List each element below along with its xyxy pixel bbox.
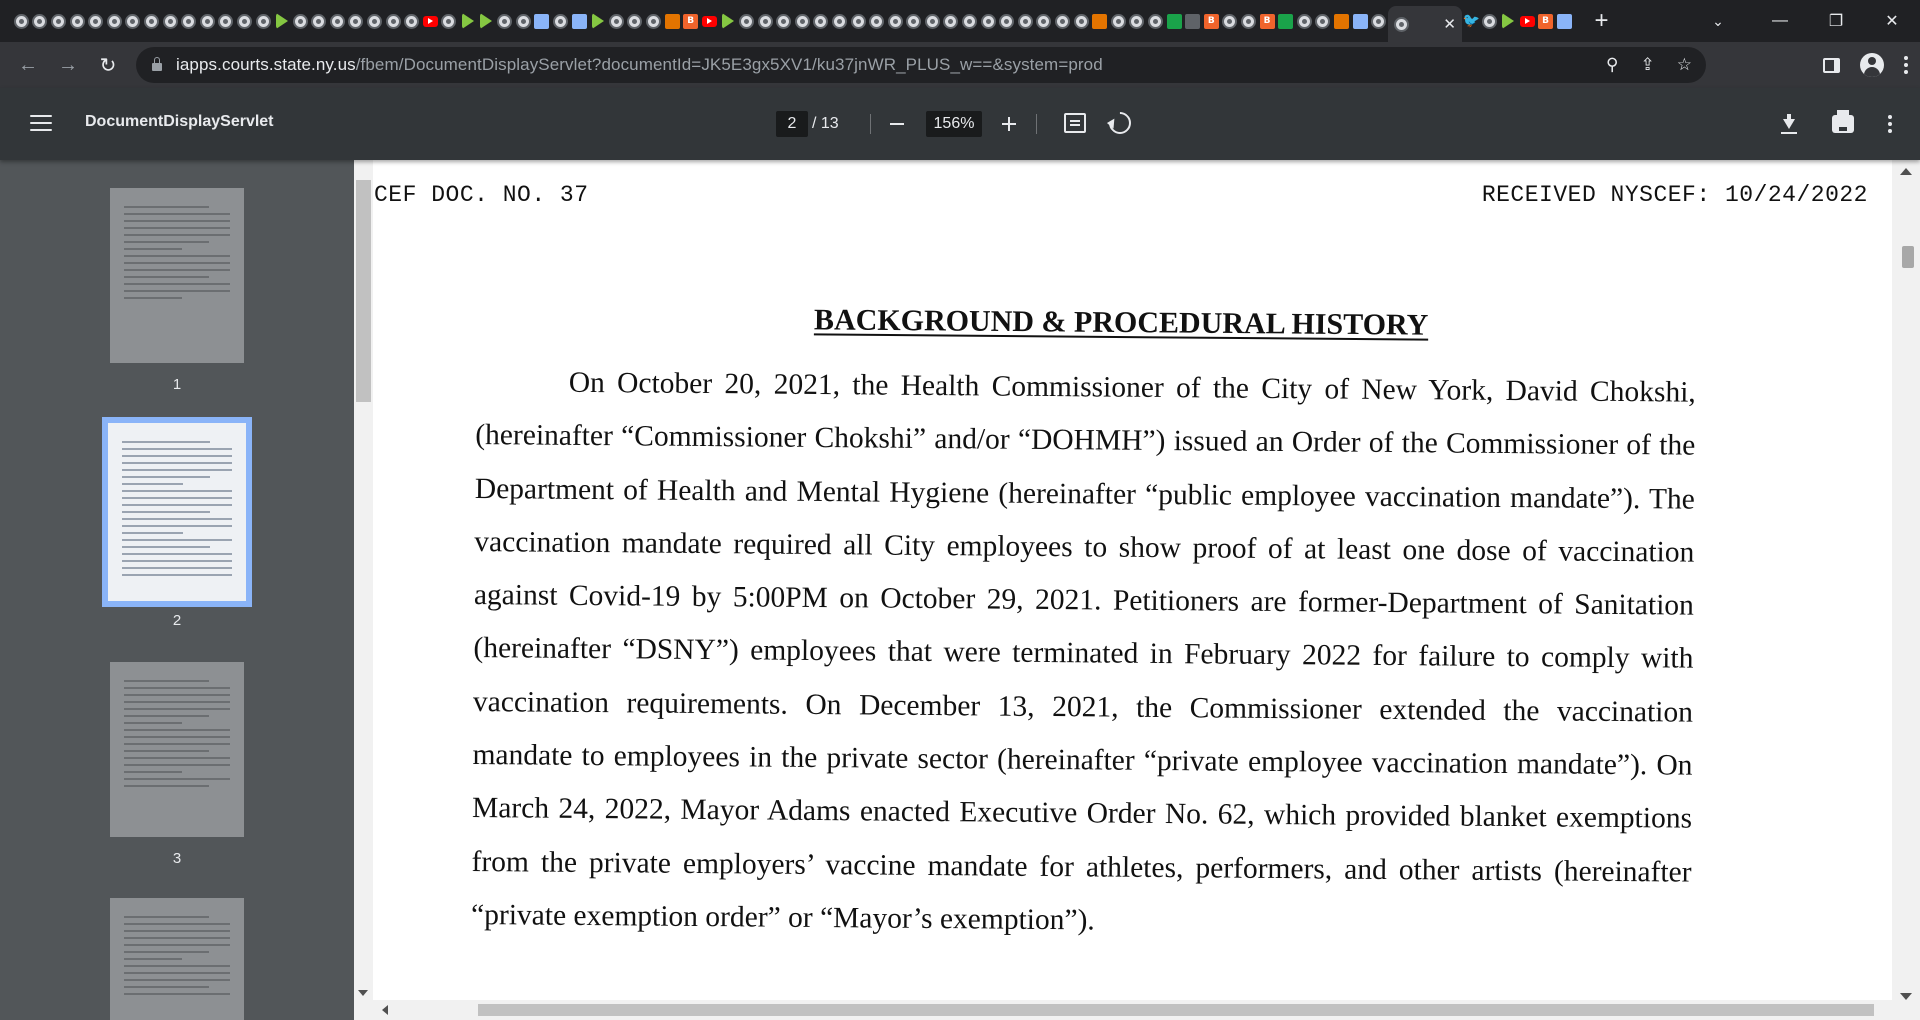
toolbar-divider — [1036, 114, 1037, 134]
green-favicon-icon — [1278, 14, 1293, 29]
court-favicon-icon — [739, 14, 754, 29]
browser-toolbar — [0, 42, 1920, 88]
browser-tab[interactable] — [495, 5, 514, 37]
thumbnail-text-line — [122, 574, 232, 576]
orange-favicon-icon — [665, 14, 680, 29]
url-text[interactable] — [176, 55, 1103, 75]
thumbnail-text-line — [124, 290, 230, 292]
browser-tab[interactable] — [1314, 5, 1333, 37]
thumbnail-text-line — [124, 687, 230, 689]
browser-tab[interactable] — [719, 5, 738, 37]
browser-tab[interactable] — [626, 5, 645, 37]
court-favicon-icon — [795, 14, 810, 29]
browser-tab[interactable] — [402, 5, 421, 37]
rumble-favicon-icon — [276, 13, 288, 29]
scroll-up-arrow-icon[interactable] — [1900, 168, 1912, 175]
browser-tab[interactable] — [1035, 5, 1054, 37]
thumbnail-text-line — [122, 441, 210, 443]
vertical-scroll-thumb[interactable] — [1902, 246, 1914, 268]
browser-tab[interactable] — [663, 5, 682, 37]
back-button[interactable]: ← — [18, 53, 38, 76]
thumbnail-text-line — [124, 923, 230, 925]
browser-tab[interactable] — [12, 5, 31, 37]
court-favicon-icon — [1055, 14, 1070, 29]
court-favicon-icon — [14, 14, 29, 29]
profile-avatar-icon[interactable] — [1860, 53, 1884, 77]
browser-tab[interactable] — [1351, 5, 1370, 37]
court-favicon-icon — [200, 14, 215, 29]
thumbnail-text-line — [124, 958, 182, 960]
browser-tab[interactable] — [1295, 5, 1314, 37]
browser-tab[interactable] — [440, 5, 459, 37]
thumbnail-text-line — [122, 539, 232, 541]
court-favicon-icon — [497, 14, 512, 29]
browser-tab[interactable] — [942, 5, 961, 37]
horizontal-scrollbar[interactable] — [354, 1000, 1892, 1020]
restore-button[interactable]: ❐ — [1828, 13, 1844, 30]
thumbnail-text-line — [124, 269, 230, 271]
thumbnail-text-line — [124, 206, 209, 208]
browser-tab[interactable] — [1369, 5, 1388, 37]
court-favicon-icon — [1111, 14, 1126, 29]
thumbnail-text-line — [124, 965, 230, 967]
thumbnail-text-line — [124, 930, 230, 932]
browser-tab[interactable] — [979, 5, 998, 37]
thumbnail-text-line — [122, 490, 232, 492]
browser-tab[interactable] — [421, 5, 440, 37]
thumbnail-text-line — [124, 276, 209, 278]
thumbnail-text-line — [122, 455, 232, 457]
new-tab-button[interactable]: + — [1594, 7, 1609, 34]
browser-tab[interactable] — [347, 5, 366, 37]
pdf-actions — [1780, 88, 1892, 160]
browser-tab[interactable] — [960, 5, 979, 37]
section-heading: BACKGROUND & PROCEDURAL HISTORY — [813, 303, 1429, 342]
court-favicon-icon — [962, 14, 977, 29]
court-favicon-icon — [1315, 14, 1330, 29]
court-favicon-icon — [832, 14, 847, 29]
b-favicon-icon: B — [1538, 14, 1553, 29]
more-actions-icon[interactable] — [1888, 115, 1892, 133]
thumbnail-page-4[interactable] — [110, 898, 244, 1020]
rumble-favicon-icon — [462, 13, 474, 29]
browser-tab[interactable] — [1555, 5, 1574, 37]
court-favicon-icon — [181, 14, 196, 29]
fit-to-page-icon[interactable] — [1064, 113, 1086, 133]
page-total: / 13 — [812, 115, 839, 132]
browser-tab[interactable] — [1332, 5, 1351, 37]
browser-tab[interactable] — [1518, 5, 1537, 37]
court-favicon-icon — [925, 14, 940, 29]
browser-tab[interactable] — [49, 5, 68, 37]
page-number-input[interactable]: 2 — [776, 111, 808, 137]
court-favicon-icon — [386, 14, 401, 29]
court-favicon-icon — [144, 14, 159, 29]
zoom-out-button[interactable] — [886, 113, 908, 135]
thumbnail-text-line — [122, 518, 232, 520]
thumbnail-text-line — [122, 546, 210, 548]
scroll-left-arrow-icon[interactable] — [382, 1005, 388, 1015]
browser-tab[interactable] — [849, 5, 868, 37]
browser-tab[interactable] — [1239, 5, 1258, 37]
court-favicon-icon — [125, 14, 140, 29]
thumbnail-text-line — [122, 560, 232, 562]
browser-tab[interactable] — [105, 5, 124, 37]
court-favicon-icon — [293, 14, 308, 29]
court-favicon-icon — [851, 14, 866, 29]
browser-tab[interactable] — [1016, 5, 1035, 37]
thumbnail-text-line — [124, 234, 230, 236]
tab-strip — [0, 0, 1920, 42]
browser-tab[interactable] — [86, 5, 105, 37]
thumbnail-text-line — [122, 448, 232, 450]
browser-right-icons — [1823, 42, 1908, 88]
court-favicon-icon — [888, 14, 903, 29]
zoom-icon[interactable]: ⚲ — [1606, 55, 1619, 74]
doc-header-right: RECEIVED NYSCEF: 10/24/2022 — [1481, 182, 1868, 208]
browser-tab[interactable] — [886, 5, 905, 37]
scroll-down-arrow-icon[interactable] — [358, 990, 368, 996]
rumble-favicon-icon — [480, 13, 492, 29]
gen-favicon-icon — [1353, 14, 1368, 29]
court-favicon-icon — [348, 14, 363, 29]
gen-favicon-icon — [1557, 14, 1572, 29]
court-favicon-icon — [1129, 14, 1144, 29]
court-favicon-icon — [404, 14, 419, 29]
url-path: /fbem/DocumentDisplayServlet?documentId=JK5E3gx5XV1/ku37jnWR_PLUS_w==&system=prod — [355, 55, 1103, 74]
document-viewer[interactable] — [354, 160, 1920, 1020]
thumbnail-page-2[interactable] — [102, 417, 252, 607]
thumbnail-text-line — [124, 708, 230, 710]
browser-tab[interactable] — [774, 5, 793, 37]
browser-tab[interactable] — [1146, 5, 1165, 37]
thumbnail-label: 3 — [172, 850, 182, 867]
court-favicon-icon — [943, 14, 958, 29]
court-favicon-icon — [1148, 14, 1163, 29]
browser-tab[interactable] — [1090, 5, 1109, 37]
browser-tab[interactable] — [384, 5, 403, 37]
browser-tab[interactable] — [1499, 5, 1518, 37]
court-favicon-icon — [51, 14, 66, 29]
thumbnail-label: 1 — [172, 376, 182, 393]
side-panel-icon[interactable] — [1823, 58, 1840, 73]
browser-tab[interactable] — [291, 5, 310, 37]
court-favicon-icon — [1018, 14, 1033, 29]
browser-tab[interactable] — [607, 5, 626, 37]
court-favicon-icon — [237, 14, 252, 29]
browser-tab[interactable] — [1462, 5, 1481, 37]
thumbnail-page-1[interactable] — [110, 188, 244, 363]
browser-tab[interactable] — [588, 5, 607, 37]
pdf-toolbar — [0, 88, 1920, 160]
close-tab-icon[interactable]: ✕ — [1443, 16, 1456, 33]
thumbnail-text-line — [124, 213, 230, 215]
browser-tab[interactable] — [533, 5, 552, 37]
browser-tab[interactable] — [1128, 5, 1147, 37]
court-favicon-icon — [1222, 14, 1237, 29]
close-window-button[interactable]: ✕ — [1885, 13, 1899, 30]
document-title: DocumentDisplayServlet — [85, 113, 274, 130]
court-favicon-icon — [1241, 14, 1256, 29]
thumbnail-text-line — [124, 764, 230, 766]
window-controls — [1752, 0, 1920, 42]
thumbnail-text-line — [124, 220, 230, 222]
orange-favicon-icon — [1334, 14, 1349, 29]
thumbnail-text-line — [122, 469, 232, 471]
thumbnail-text-line — [124, 297, 182, 299]
gen-favicon-icon — [572, 14, 587, 29]
browser-tab[interactable] — [272, 5, 291, 37]
bookmark-star-icon[interactable]: ☆ — [1676, 55, 1692, 74]
rumble-favicon-icon — [1502, 13, 1514, 29]
active-browser-tab[interactable] — [1388, 6, 1462, 42]
browser-tab[interactable] — [458, 5, 477, 37]
court-favicon-icon — [256, 14, 271, 29]
court-favicon-icon — [999, 14, 1014, 29]
browser-tab[interactable] — [1536, 5, 1555, 37]
share-icon[interactable]: ⇪ — [1640, 55, 1655, 74]
horizontal-scroll-thumb[interactable] — [478, 1004, 1874, 1016]
court-favicon-icon — [813, 14, 828, 29]
browser-tab[interactable] — [235, 5, 254, 37]
menu-icon[interactable] — [30, 115, 52, 131]
zoom-in-button[interactable] — [998, 113, 1020, 135]
scroll-down-arrow-icon[interactable] — [1900, 993, 1912, 1000]
forward-button[interactable]: → — [58, 53, 78, 76]
b-favicon-icon: B — [683, 14, 698, 29]
court-favicon-icon — [1482, 14, 1497, 29]
thumbnail-text-line — [122, 462, 232, 464]
browser-tab[interactable] — [1165, 5, 1184, 37]
thumbnail-text-line — [124, 972, 230, 974]
browser-tab[interactable] — [756, 5, 775, 37]
orange-favicon-icon — [1092, 14, 1107, 29]
browser-tab[interactable] — [328, 5, 347, 37]
pdf-page — [354, 160, 1892, 1000]
thumbnail-text-line — [124, 979, 230, 981]
thumbnail-text-line — [124, 778, 230, 780]
browser-tab[interactable] — [161, 5, 180, 37]
thumbnail-page-3[interactable] — [110, 662, 244, 837]
thumbnail-text-line — [124, 701, 230, 703]
browser-tab[interactable] — [198, 5, 217, 37]
court-favicon-icon — [646, 14, 661, 29]
thumbnail-text-line — [122, 497, 232, 499]
court-favicon-icon — [776, 14, 791, 29]
thumbnail-text-line — [124, 993, 230, 995]
browser-tab[interactable] — [737, 5, 756, 37]
thumbnail-text-line — [122, 532, 183, 534]
browser-tab[interactable] — [793, 5, 812, 37]
court-favicon-icon — [1371, 14, 1386, 29]
thumbnail-text-line — [124, 227, 230, 229]
browser-tab[interactable] — [1109, 5, 1128, 37]
rumble-favicon-icon — [592, 13, 604, 29]
thumbnail-text-line — [122, 504, 232, 506]
reload-button[interactable]: ↻ — [99, 54, 117, 77]
rumble-favicon-icon — [722, 13, 734, 29]
thumbnail-text-line — [124, 785, 209, 787]
thumbnail-text-line — [124, 771, 182, 773]
thumbnail-text-line — [124, 736, 230, 738]
browser-tab[interactable] — [867, 5, 886, 37]
browser-tab[interactable] — [310, 5, 329, 37]
court-favicon-icon — [553, 14, 568, 29]
browser-tab[interactable] — [644, 5, 663, 37]
toolbar-divider — [870, 114, 871, 134]
thumbnail-text-line — [124, 283, 230, 285]
browser-tab[interactable] — [514, 5, 533, 37]
court-favicon-icon — [609, 14, 624, 29]
court-favicon-icon — [869, 14, 884, 29]
thumbnail-text-line — [122, 483, 183, 485]
browser-tab[interactable] — [570, 5, 589, 37]
thumbnail-sidebar — [0, 160, 354, 1020]
browser-tab[interactable] — [830, 5, 849, 37]
yt-favicon-icon — [702, 16, 717, 27]
thumbnail-text-line — [124, 937, 230, 939]
address-bar[interactable] — [136, 47, 1706, 83]
tab-list — [0, 0, 1616, 42]
browser-tab[interactable] — [1202, 5, 1221, 37]
doc-header-left: CEF DOC. NO. 37 — [374, 182, 589, 208]
vertical-scrollbar[interactable] — [1892, 160, 1920, 1020]
court-favicon-icon — [906, 14, 921, 29]
green-favicon-icon — [1167, 14, 1182, 29]
court-favicon-icon — [627, 14, 642, 29]
thumbnail-text-line — [124, 241, 209, 243]
zoom-level-input[interactable]: 156% — [926, 111, 982, 137]
body-paragraph: On October 20, 2021, the Health Commissioner of the City of New York, David Chokshi, (hereinafter “Commissioner Chokshi” and/or “DOHMH”) issued an Order of the Commissioner of the Department of Health and Mental Hygiene (hereinafter “public employee vaccination mandate”). The vaccination mandate required all City employees to show proof of at least one dose of vaccination against Covid-19 by 5:00PM on October 29, 2021. Petitioners are former-Department of Sanitation (hereinafter “DSNY”) employees that were terminated in February 2022 for failure to comply with vaccination requirements. On December 13, 2021, the Commissioner extended the vaccination mandate to employees in the private sector (hereinafter “private employee vaccination mandate”). On March 24, 2022, Mayor Adams enacted Executive Order No. 62, which provided blanket exemptions from the private employers’ vaccine mandate for athletes, performers, and other artists (hereinafter “private exemption order” or “Mayor’s exemption”). — [470, 366, 1696, 937]
court-favicon-icon — [32, 14, 47, 29]
thumbnail-text-line — [122, 511, 210, 513]
browser-tab[interactable] — [551, 5, 570, 37]
gen-favicon-icon — [534, 14, 549, 29]
browser-tab[interactable] — [142, 5, 161, 37]
thumbnail-text-line — [124, 986, 209, 988]
court-favicon-icon — [330, 14, 345, 29]
browser-tab[interactable] — [31, 5, 50, 37]
thumbnail-text-line — [124, 944, 230, 946]
court-favicon-icon — [163, 14, 178, 29]
thumbnail-text-line — [124, 255, 230, 257]
court-favicon-icon — [981, 14, 996, 29]
tab-search-icon[interactable]: ⌄ — [1712, 12, 1724, 29]
download-icon[interactable] — [1780, 114, 1798, 134]
browser-tab[interactable] — [923, 5, 942, 37]
browser-menu-icon[interactable] — [1904, 56, 1908, 74]
thumbnail-label: 2 — [172, 612, 182, 629]
page-left-scrollbar[interactable] — [354, 160, 373, 1000]
court-favicon-icon — [218, 14, 233, 29]
thumbnail-text-line — [124, 757, 230, 759]
browser-tab[interactable] — [179, 5, 198, 37]
court-favicon-icon — [88, 14, 103, 29]
browser-tab[interactable] — [477, 5, 496, 37]
url-host: iapps.courts.state.ny.us — [176, 55, 356, 74]
thumbnail-text-line — [122, 567, 232, 569]
thumbnail-text-line — [122, 525, 232, 527]
browser-tab[interactable] — [1258, 5, 1277, 37]
thumbnail-text-line — [124, 750, 209, 752]
thumbnail-text-line — [124, 722, 182, 724]
omnibox-actions — [1606, 47, 1692, 83]
court-favicon-icon — [441, 14, 456, 29]
page-left-scroll-thumb[interactable] — [356, 180, 371, 402]
browser-tab[interactable] — [905, 5, 924, 37]
court-favicon-icon — [107, 14, 122, 29]
court-favicon-icon — [758, 14, 773, 29]
thumbnail-text-line — [124, 729, 230, 731]
court-favicon-icon — [516, 14, 531, 29]
rotate-icon[interactable] — [1104, 107, 1135, 138]
tw-favicon-icon: 🐦 — [1462, 13, 1480, 29]
browser-tab[interactable] — [681, 5, 700, 37]
court-favicon-icon — [1074, 14, 1089, 29]
dark-favicon-icon — [1185, 14, 1200, 29]
browser-tab[interactable] — [1183, 5, 1202, 37]
thumbnail-text-line — [124, 680, 209, 682]
browser-tab[interactable] — [997, 5, 1016, 37]
court-favicon-icon — [1036, 14, 1051, 29]
browser-tab[interactable] — [1481, 5, 1500, 37]
browser-tab[interactable] — [68, 5, 87, 37]
browser-tab[interactable] — [812, 5, 831, 37]
thumbnail-text-line — [122, 553, 232, 555]
browser-tab[interactable] — [1276, 5, 1295, 37]
thumbnail-text-line — [122, 476, 210, 478]
browser-tab[interactable] — [365, 5, 384, 37]
yt-favicon-icon — [1520, 16, 1535, 27]
court-favicon-icon — [367, 14, 382, 29]
thumbnail-text-line — [124, 248, 182, 250]
browser-tab[interactable] — [124, 5, 143, 37]
court-favicon-icon — [1297, 14, 1312, 29]
thumbnail-text-line — [124, 715, 209, 717]
b-favicon-icon: B — [1204, 14, 1219, 29]
browser-tab[interactable] — [1072, 5, 1091, 37]
thumbnail-text-line — [124, 743, 230, 745]
thumbnail-text-line — [124, 951, 209, 953]
court-favicon-icon — [311, 14, 326, 29]
thumbnail-text-line — [124, 916, 209, 918]
thumbnail-text-line — [124, 262, 230, 264]
court-favicon-icon — [1394, 17, 1409, 32]
browser-tab[interactable] — [254, 5, 273, 37]
yt-favicon-icon — [423, 16, 438, 27]
lock-icon[interactable] — [152, 63, 162, 71]
browser-tab[interactable] — [217, 5, 236, 37]
court-favicon-icon — [70, 14, 85, 29]
browser-tab[interactable] — [1221, 5, 1240, 37]
print-icon[interactable] — [1832, 115, 1854, 133]
b-favicon-icon: B — [1260, 14, 1275, 29]
thumbnail-text-line — [124, 694, 230, 696]
browser-tab[interactable] — [1053, 5, 1072, 37]
browser-tab[interactable] — [700, 5, 719, 37]
minimize-button[interactable]: — — [1772, 12, 1788, 29]
